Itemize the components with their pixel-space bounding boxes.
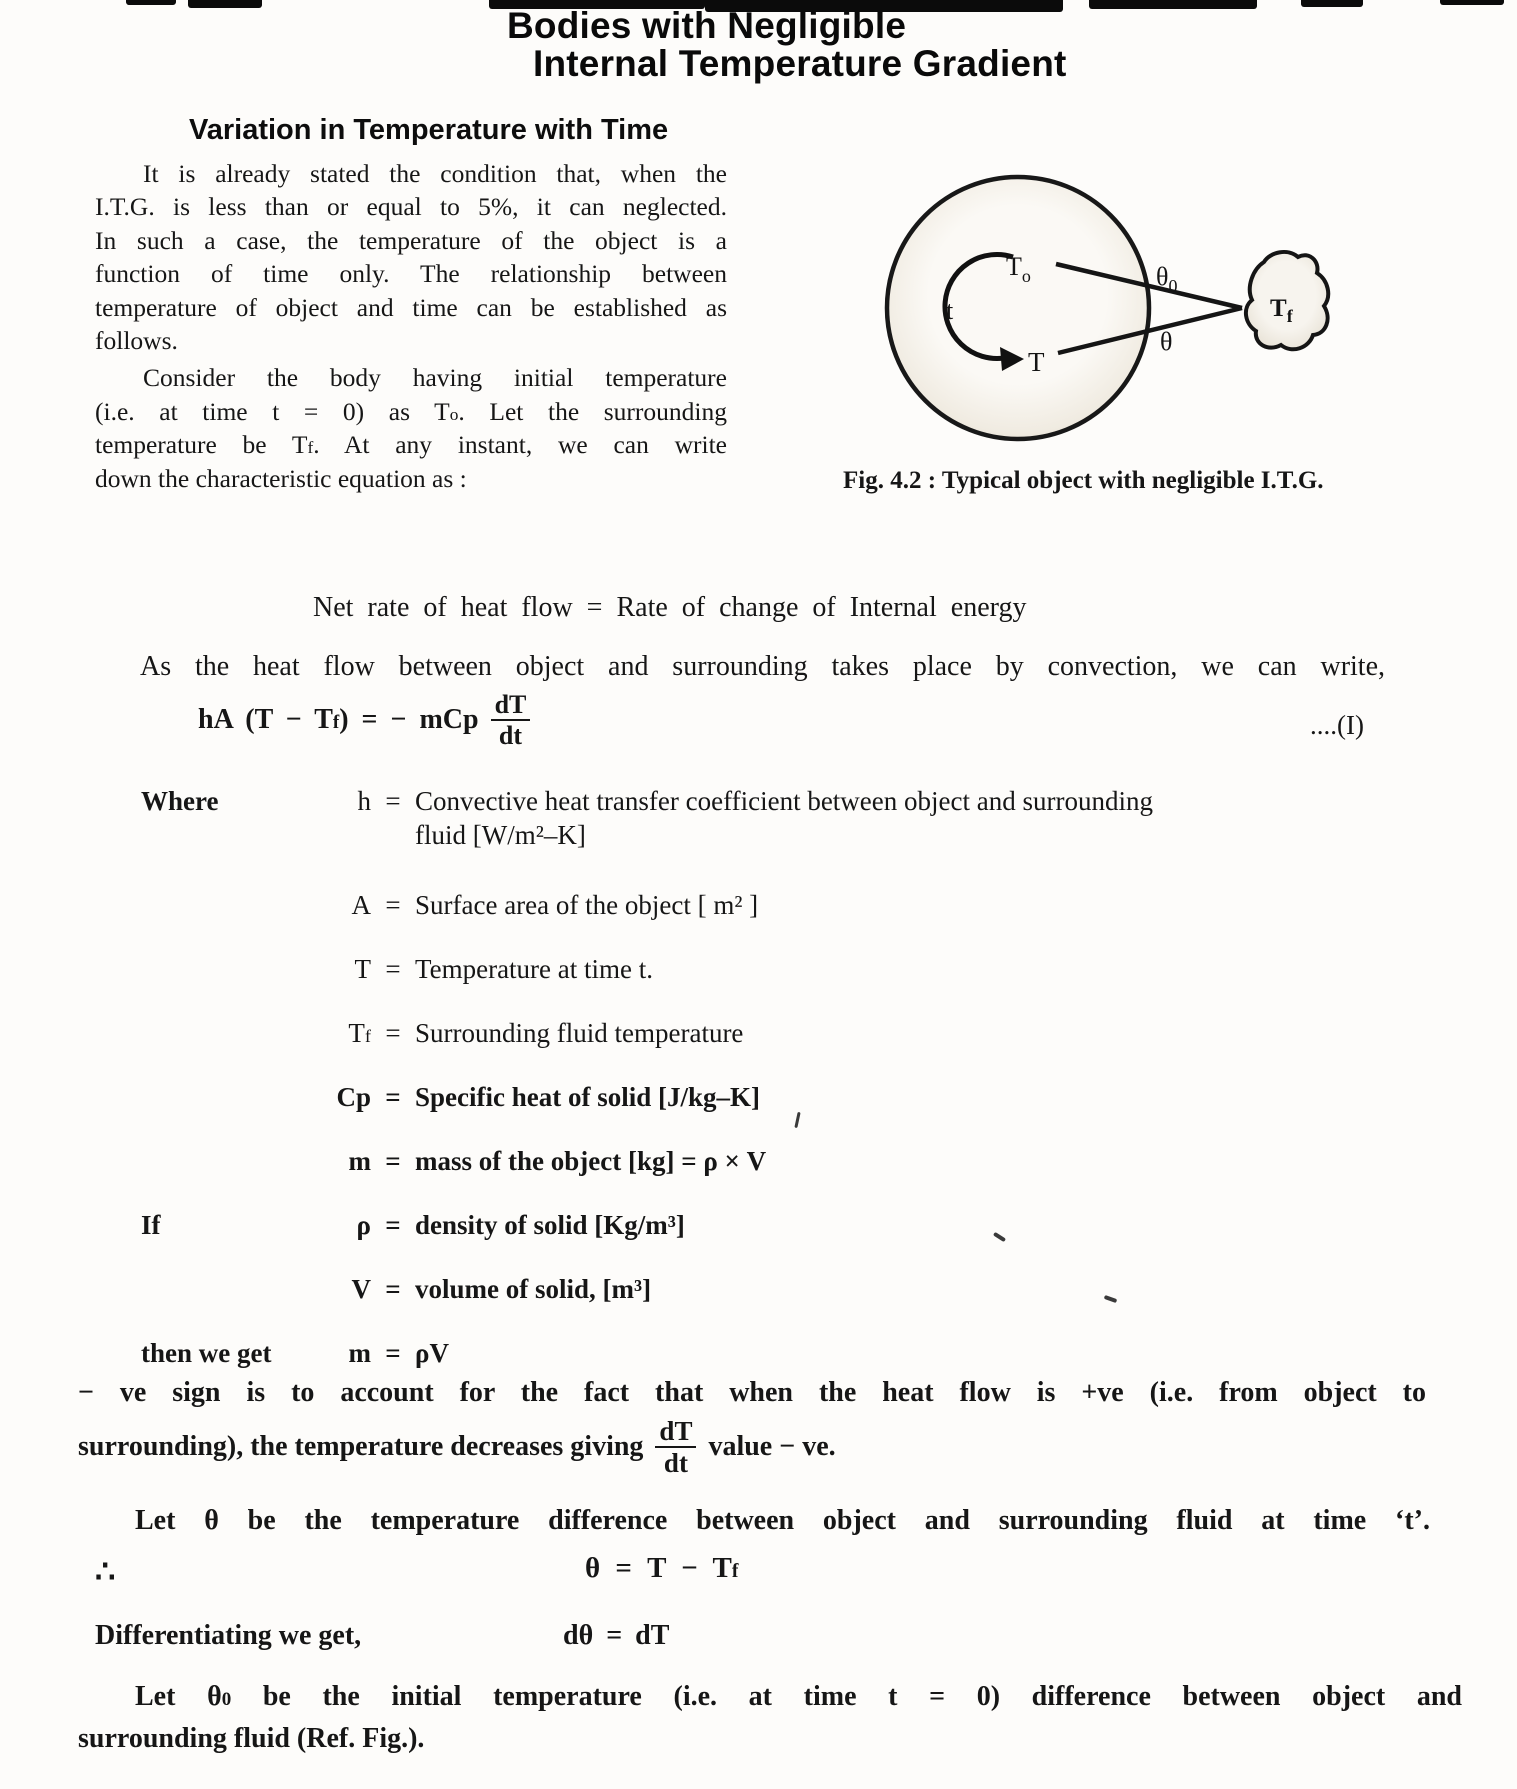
fraction-denominator: dt <box>663 1448 688 1479</box>
theta-equation: $\theta = T - T_f$ <box>585 1552 739 1584</box>
equals-sign: = <box>385 1274 401 1304</box>
symbol: A <box>351 890 371 920</box>
label-theta0: $\theta_0$ <box>1156 262 1178 296</box>
paragraph-line: temperature be $T_f$. At any instant, we can write <box>95 430 727 460</box>
fraction-denominator: dt <box>498 721 523 751</box>
differential-equation: dθ = dT <box>563 1620 670 1651</box>
symbol: $T_f$ <box>348 1018 371 1048</box>
paragraph-line: temperature of object and time can be established as <box>95 292 727 322</box>
definition-text: Surface area of the object [ m² ] <box>415 890 759 920</box>
scan-artifact-top-fragment <box>1089 0 1257 9</box>
definition-text: Convective heat transfer coefficient between object and surrounding fluid [W/m²–K] <box>415 786 1153 850</box>
definition-text: ρV <box>415 1338 449 1368</box>
equals-sign: = <box>385 1018 401 1048</box>
paragraph-line: I.T.G. is less than or equal to 5%, it can neglected. <box>95 192 727 222</box>
paragraph-line: Consider the body having initial temperature <box>143 363 727 393</box>
paragraph-line: (i.e. at time t = 0) as $T_o$. Let the surrounding <box>95 396 727 426</box>
symbol: ρ <box>356 1210 371 1240</box>
equals-sign: = <box>385 954 401 984</box>
definition-row <box>141 952 1311 986</box>
sign-note-line2 <box>78 1416 836 1478</box>
figure-typical-object <box>756 138 1404 468</box>
definition-row <box>141 1272 1311 1306</box>
if-label: If <box>141 1210 161 1240</box>
label-initial-temperature: $T_o$ <box>1006 252 1031 286</box>
sign-note-line1: − ve sign is to account for the fact that when the heat flow is +ve (i.e. from object to <box>78 1377 1426 1408</box>
page-title-line2: Internal Temperature Gradient <box>533 43 1067 84</box>
definition-row <box>141 1016 1311 1050</box>
intro-paragraph-2 <box>95 361 727 495</box>
differentiating-label: Differentiating we get, <box>95 1620 362 1651</box>
definition-row <box>141 784 1311 852</box>
definition-text: volume of solid, [m³] <box>415 1274 652 1304</box>
definition-text: mass of the object [kg] = ρ × V <box>415 1146 767 1176</box>
scan-artifact-top-fragment <box>1301 0 1363 7</box>
energy-balance-statement: Net rate of heat flow = Rate of change of Internal energy <box>313 592 1027 623</box>
fraction-numerator: dT <box>655 1416 696 1448</box>
equation-1-number: ....(I) <box>1310 710 1364 740</box>
symbol: m <box>348 1338 371 1368</box>
label-temperature: T <box>1028 347 1045 377</box>
symbol: Cp <box>336 1082 371 1112</box>
section-heading: Variation in Temperature with Time <box>189 114 669 146</box>
intro-text-column <box>95 157 727 495</box>
scan-artifact-top-fragment <box>1440 0 1504 5</box>
scan-artifact-top-fragment <box>126 0 176 5</box>
paragraph-line: It is already stated the condition that, when the <box>143 159 727 188</box>
label-time: t <box>946 296 954 325</box>
sign-note-line2-post: value − ve. <box>708 1431 836 1463</box>
derivative-fraction <box>491 690 531 750</box>
paragraph-line: function of time only. The relationship between <box>95 259 727 289</box>
definition-row <box>141 1336 1311 1370</box>
symbol: V <box>351 1274 371 1304</box>
paragraph-line: down the characteristic equation as : <box>95 463 467 493</box>
paragraph-line: In such a case, the temperature of the object is a <box>95 225 727 255</box>
fraction-numerator: dT <box>491 690 531 721</box>
object-body-circle <box>887 177 1149 439</box>
theta-definition-statement: Let θ be the temperature difference between object and surrounding fluid at time ‘t’. <box>135 1505 1430 1536</box>
symbol: T <box>354 954 371 984</box>
definition-row <box>141 1144 1311 1178</box>
definition-text: Specific heat of solid [J/kg–K] <box>415 1082 760 1112</box>
definition-row <box>141 888 1311 922</box>
then-we-get-label: then we get <box>141 1338 272 1368</box>
figure-caption: Fig. 4.2 : Typical object with negligible I.T.G. <box>843 467 1324 494</box>
label-fluid-temperature: $T_f$ <box>1270 295 1293 326</box>
derivative-fraction <box>655 1416 696 1478</box>
convection-statement: As the heat flow between object and surrounding takes place by convection, we can write, <box>140 651 1385 682</box>
equals-sign: = <box>385 1082 401 1112</box>
symbol: h <box>357 786 371 816</box>
theta0-note <box>78 1676 1462 1760</box>
equals-sign: = <box>385 786 401 816</box>
definition-row <box>141 1208 1311 1242</box>
fluid-blob <box>1246 252 1328 349</box>
symbol: m <box>348 1146 371 1176</box>
equals-sign: = <box>385 1146 401 1176</box>
nomenclature-list <box>141 784 1311 1400</box>
definition-text: density of solid [Kg/m³] <box>415 1210 685 1240</box>
definition-text: Temperature at time t. <box>415 954 654 984</box>
page-title-line1: Bodies with Negligible <box>507 5 907 46</box>
therefore-symbol: ∴ <box>95 1553 116 1589</box>
intro-paragraph-1 <box>95 157 727 357</box>
where-label: Where <box>141 786 219 816</box>
paragraph-line: follows. <box>95 326 178 356</box>
paragraph-line: Let $\theta_0$ be the initial temperature (i.e. at time t = 0) difference between object and <box>135 1681 1462 1712</box>
paragraph-line: surrounding fluid (Ref. Fig.). <box>78 1723 425 1754</box>
scan-artifact-top-fragment <box>188 0 262 8</box>
equals-sign: = <box>385 1338 401 1368</box>
equation-1 <box>198 690 542 750</box>
equals-sign: = <box>385 890 401 920</box>
sign-note-line2-pre: surrounding), the temperature decreases giving <box>78 1431 644 1463</box>
definition-text: Surrounding fluid temperature <box>415 1018 744 1048</box>
definition-row <box>141 1080 1311 1114</box>
label-theta: θ <box>1160 327 1173 356</box>
equation-1-lhs: hA $(T - T_f)$ = − mCp <box>198 704 479 736</box>
equals-sign: = <box>385 1210 401 1240</box>
